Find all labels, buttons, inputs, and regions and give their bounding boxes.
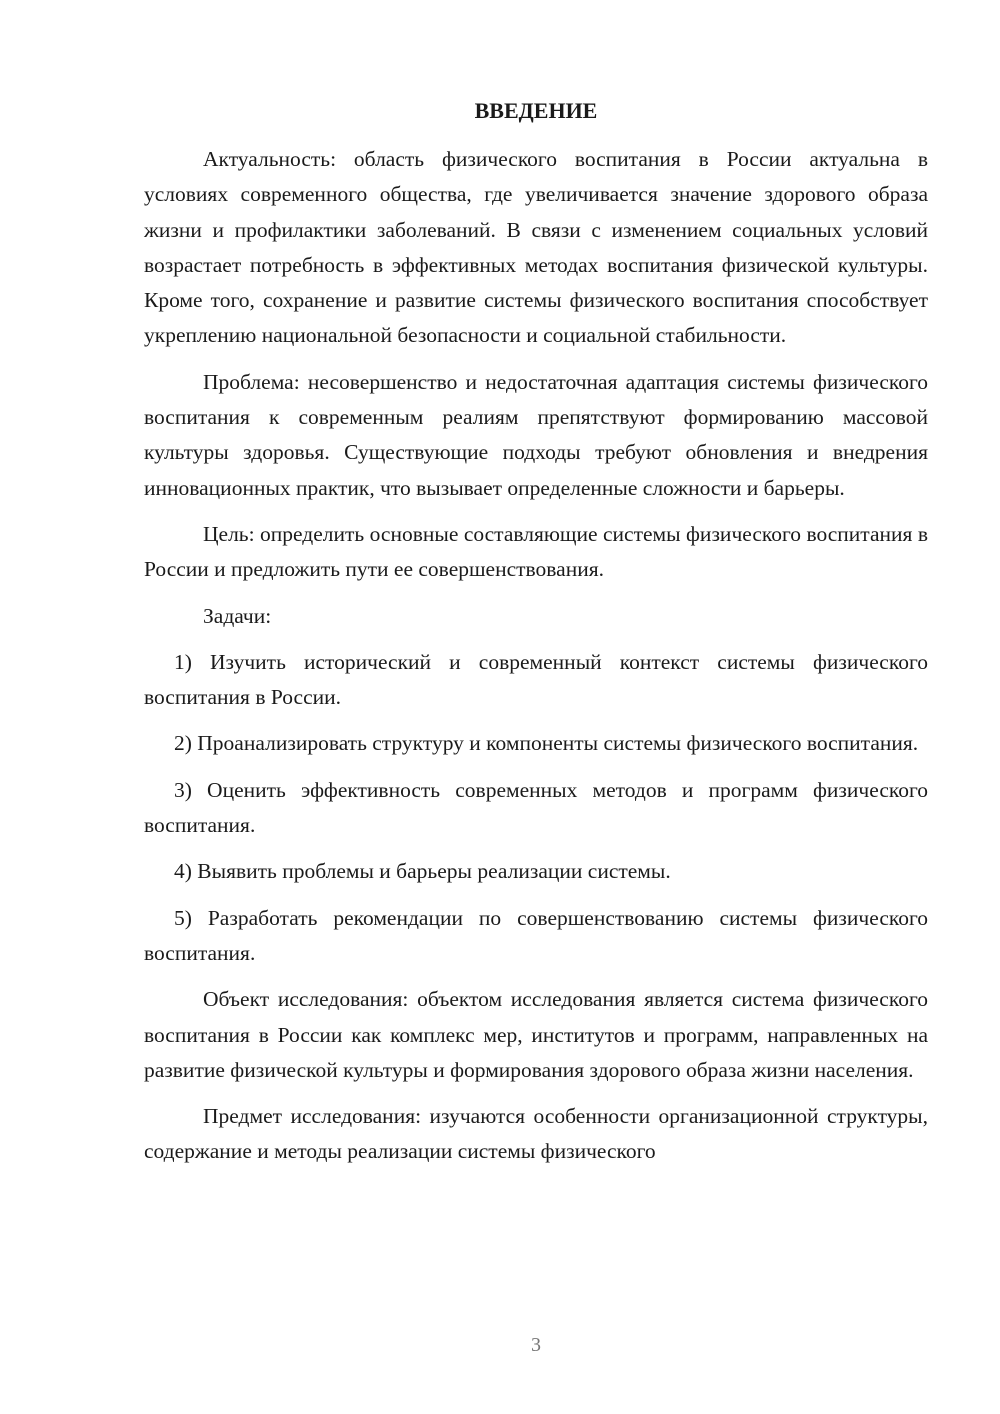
paragraph-tasks-heading: Задачи: [203, 603, 272, 628]
task-item-3: 3) Оценить эффективность современных методов и программ физического воспитания. [144, 777, 928, 838]
document-page [144, 0, 928, 1414]
paragraph-problem: Проблема: несовершенство и недостаточная адаптация системы физического воспитания к современным реалиям препятствуют формированию массовой культуры здоровья. Существующие подходы требуют обновления и внедрения инновационных практик, что вызывает определенные сложности и барьеры. [144, 369, 928, 500]
task-item-1: 1) Изучить исторический и современный контекст системы физического воспитания в России. [144, 649, 928, 710]
page-number: 3 [531, 1334, 541, 1356]
task-item-2: 2) Проанализировать структуру и компоненты системы физического воспитания. [174, 731, 919, 756]
section-title: ВВЕДЕНИЕ [474, 98, 598, 123]
task-item-5: 5) Разработать рекомендации по совершенствованию системы физического воспитания. [144, 905, 928, 965]
paragraph-goal: Цель: определить основные составляющие системы физического воспитания в России и предложить пути ее совершенствования. [144, 521, 928, 582]
paragraph-object: Объект исследования: объектом исследования является система физического воспитания в России как комплекс мер, институтов и программ, направленных на развитие физической культуры и формирования здорового образа жизни населения. [144, 987, 928, 1082]
body-text [144, 142, 928, 1181]
paragraph-subject: Предмет исследования: изучаются особенности организационной структуры, содержание и методы реализации системы физического [144, 1104, 928, 1164]
paragraph-relevance: Актуальность: область физического воспитания в России актуальна в условиях современного общества, где увеличивается значение здорового образа жизни и профилактики заболеваний. В связи с изменением социальных условий возрастает потребность в эффективных методах воспитания физической культуры. Кроме того, сохранение и развитие системы физического воспитания способствует укреплению национальной безопасности и социальной стабильности. [144, 147, 928, 348]
task-item-4: 4) Выявить проблемы и барьеры реализации системы. [174, 859, 671, 884]
